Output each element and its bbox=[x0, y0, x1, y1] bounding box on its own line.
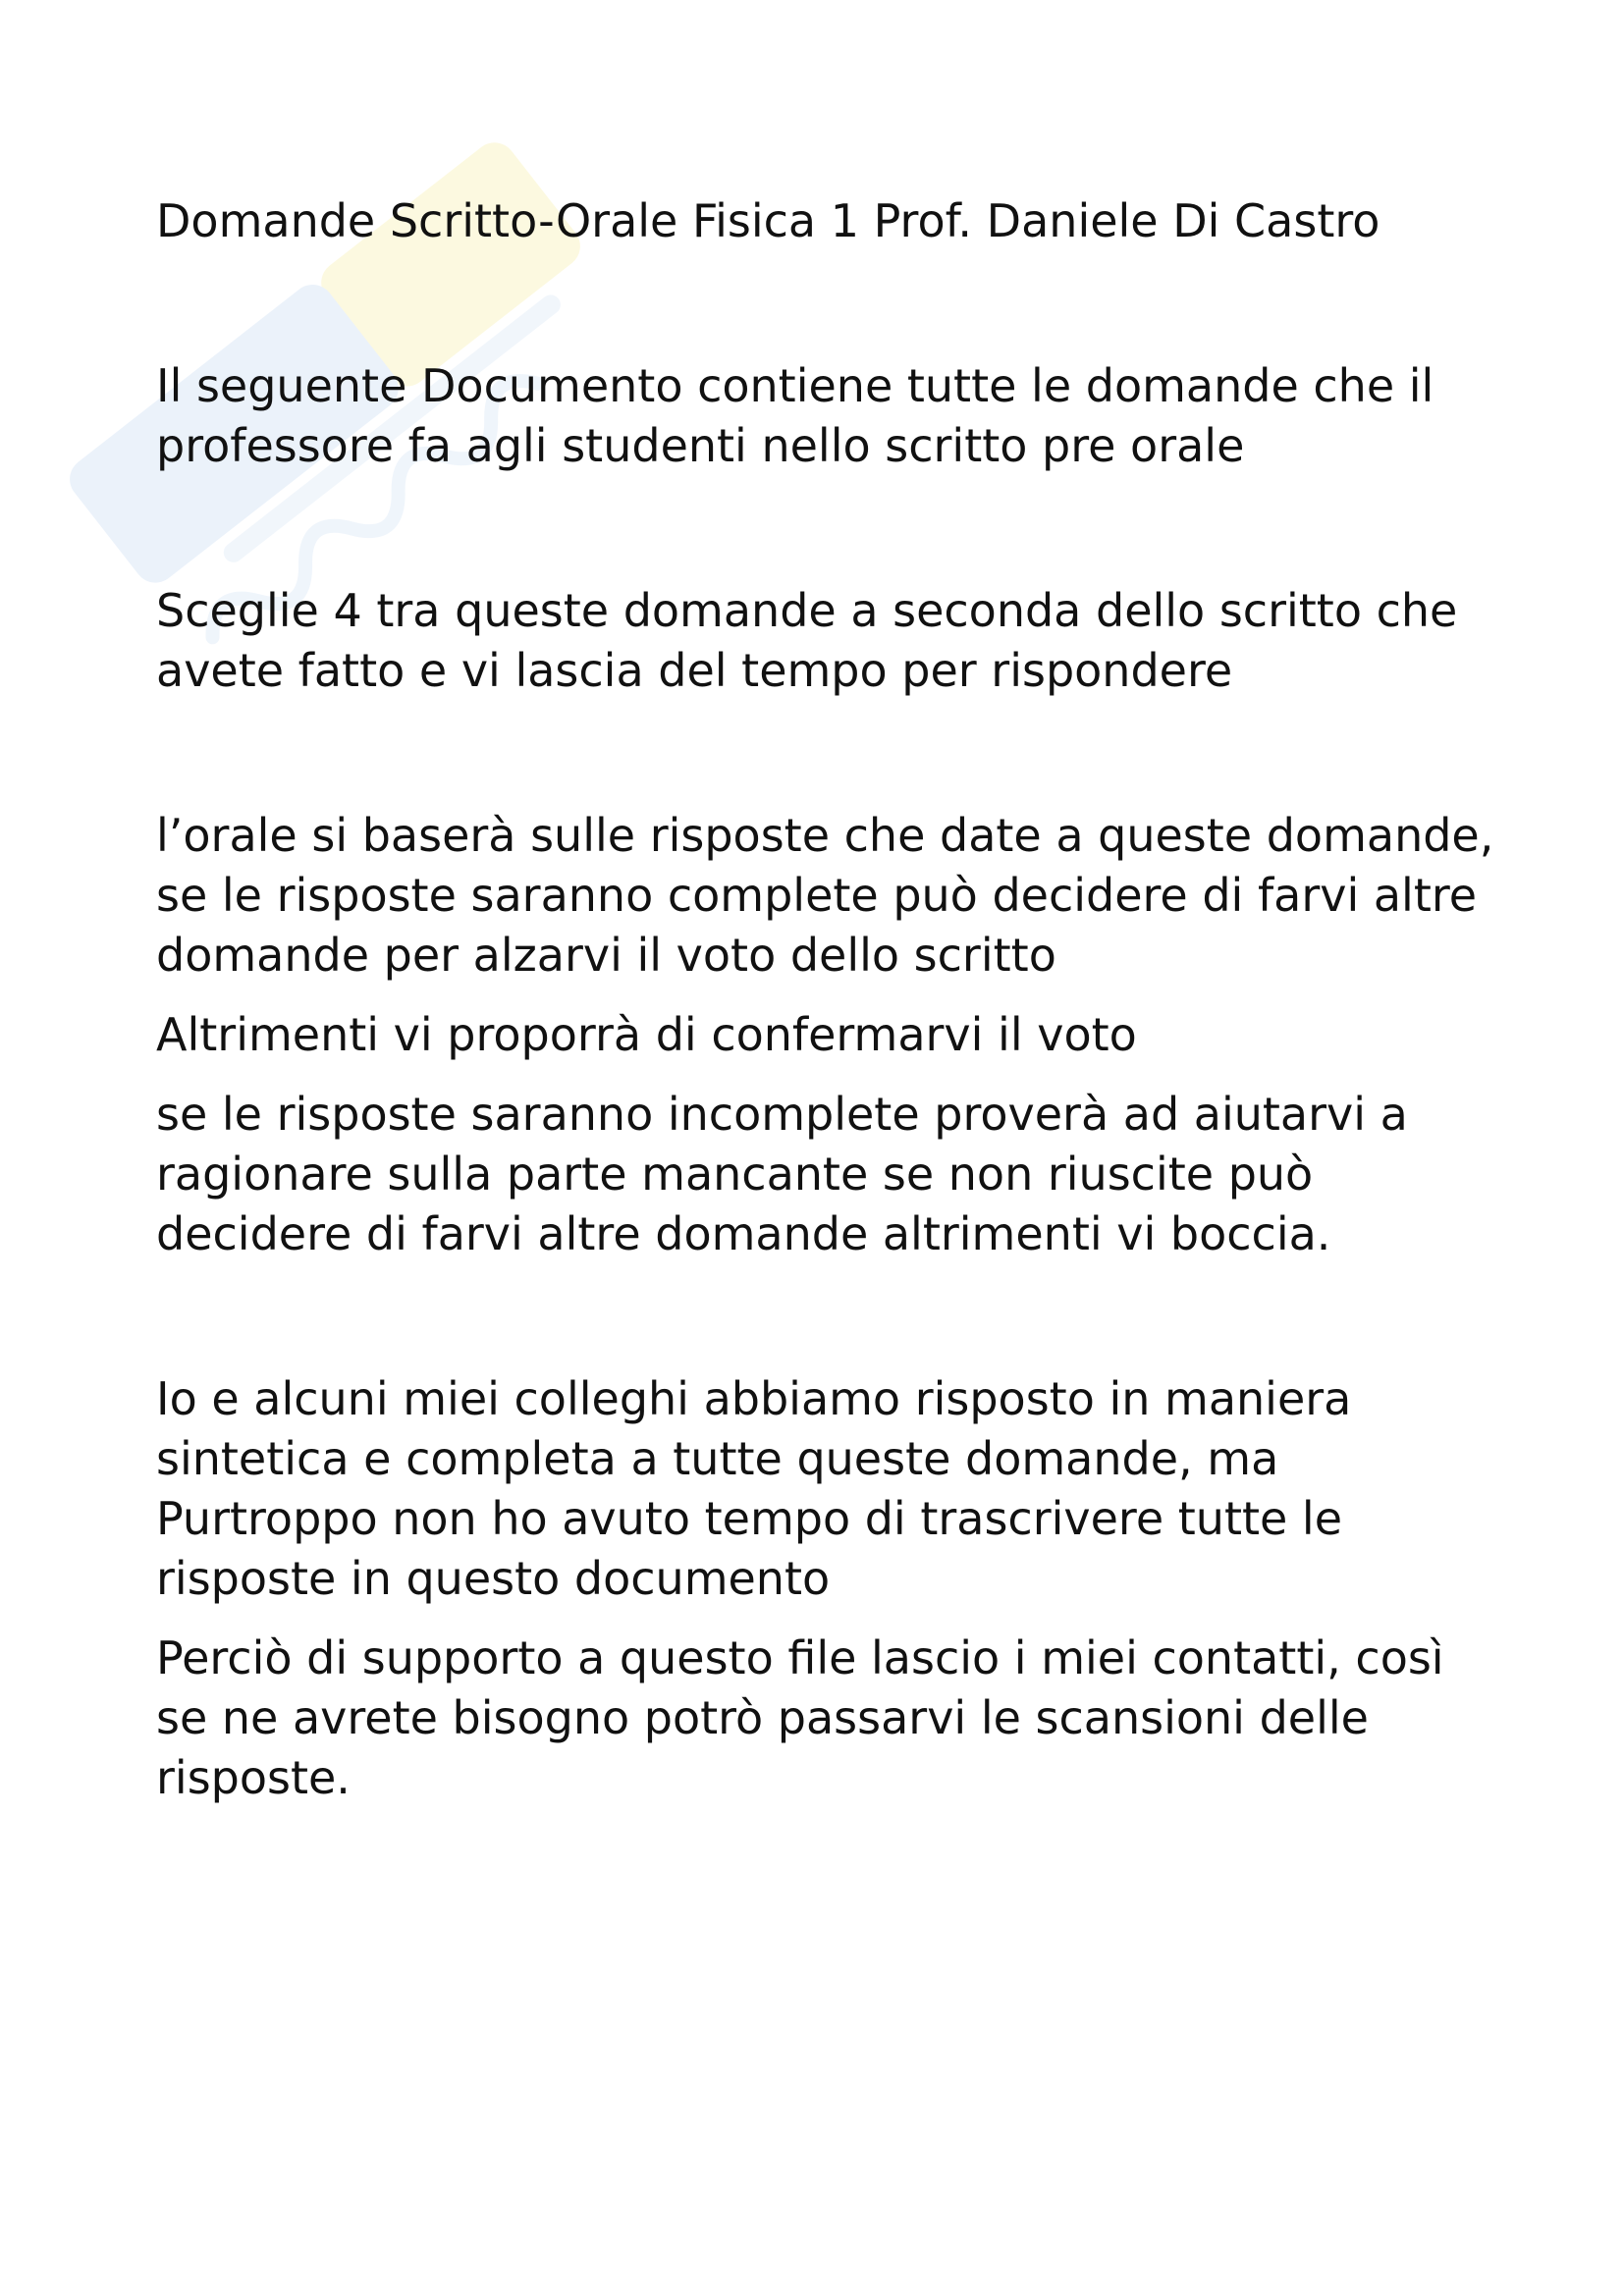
document-title: Domande Scritto-Orale Fisica 1 Prof. Daniele Di Castro bbox=[156, 194, 1380, 247]
paragraph-line: sintetica e completa a tutte queste domande, ma bbox=[156, 1432, 1279, 1485]
document-body bbox=[156, 191, 1531, 1808]
paragraph-line: Il seguente Documento contiene tutte le domande che il bbox=[156, 359, 1434, 412]
paragraph-intro bbox=[156, 356, 1531, 476]
paragraph-colleagues bbox=[156, 1369, 1531, 1609]
paragraph-line: se le risposte saranno incomplete proverà ad aiutarvi a bbox=[156, 1088, 1408, 1141]
paragraph-oral-exam bbox=[156, 806, 1531, 986]
paragraph-line: Io e alcuni miei colleghi abbiamo risposto in maniera bbox=[156, 1372, 1352, 1425]
paragraph-line: decidere di farvi altre domande altrimenti vi boccia. bbox=[156, 1207, 1331, 1260]
paragraph-incomplete-answers bbox=[156, 1085, 1531, 1264]
paragraph-contacts bbox=[156, 1629, 1531, 1808]
paragraph-choose-questions bbox=[156, 581, 1531, 701]
paragraph-line: avete fatto e vi lascia del tempo per rispondere bbox=[156, 644, 1233, 697]
paragraph-line: domande per alzarvi il voto dello scritto bbox=[156, 929, 1056, 982]
paragraph-otherwise bbox=[156, 1005, 1531, 1065]
paragraph-line: Purtroppo non ho avuto tempo di trascrivere tutte le bbox=[156, 1492, 1343, 1545]
paragraph-line: Sceglie 4 tra queste domande a seconda dello scritto che bbox=[156, 584, 1458, 637]
paragraph-line: professore fa agli studenti nello scritto pre orale bbox=[156, 419, 1245, 472]
paragraph-line: Perciò di supporto a questo file lascio i miei contatti, così bbox=[156, 1631, 1444, 1684]
paragraph-line: l’orale si baserà sulle risposte che date a queste domande, bbox=[156, 809, 1494, 862]
paragraph-line: risposte in questo documento bbox=[156, 1552, 831, 1605]
paragraph-line: risposte. bbox=[156, 1751, 351, 1804]
paragraph-line: Altrimenti vi proporrà di confermarvi il voto bbox=[156, 1008, 1137, 1061]
paragraph-line: se le risposte saranno complete può decidere di farvi altre bbox=[156, 869, 1478, 922]
paragraph-line: se ne avrete bisogno potrò passarvi le scansioni delle bbox=[156, 1691, 1369, 1744]
paragraph-line: ragionare sulla parte mancante se non riuscite può bbox=[156, 1148, 1314, 1201]
